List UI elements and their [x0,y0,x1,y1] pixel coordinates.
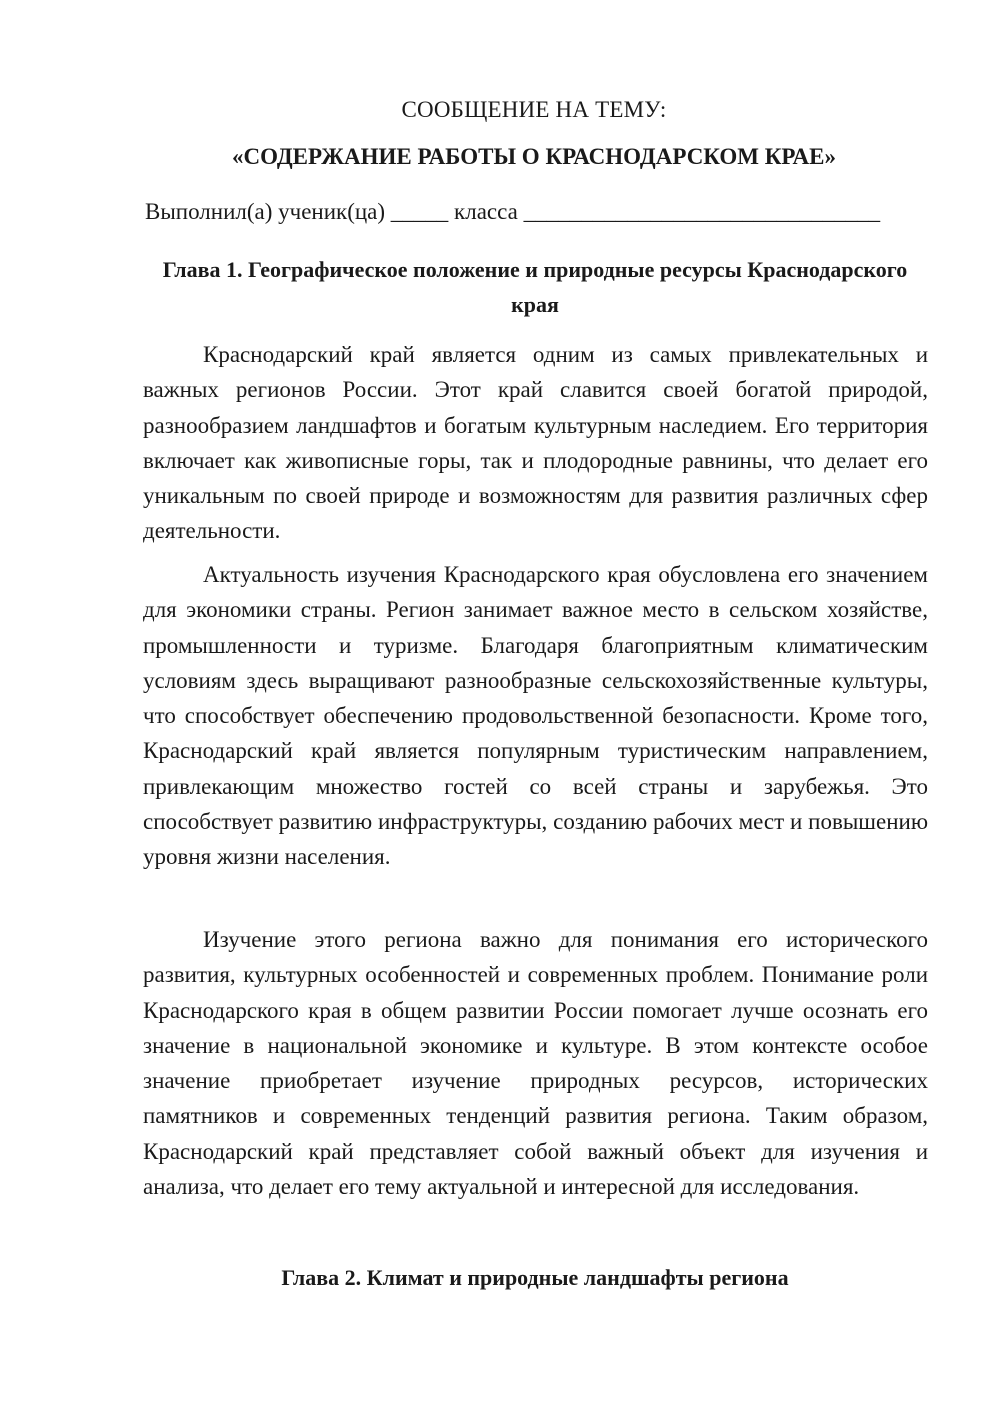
paragraph-1: Краснодарский край является одним из самых привлекательных и важных регионов России. Этот край славится своей богатой природой, разнообразием ландшафтов и богатым культурным наследием. Его территория включает как живописные горы, так и плодородные равнины, что делает его уникальным по своей природе и возможностям для развития различных сфер деятельности. [143,342,928,544]
document-title-line2: «СОДЕРЖАНИЕ РАБОТЫ О КРАСНОДАРСКОМ КРАЕ» [231,144,836,169]
paragraph-2: Актуальность изучения Краснодарского края обусловлена его значением для экономики страны. Регион занимает важное место в сельском хозяйстве, промышленности и туризме. Благодаря благоприятным климатическим условиям здесь выращивают разнообразные сельскохозяйственные культуры, что способствует обеспечению продовольственной безопасности. Кроме того, Краснодарский край является популярным туристическим направлением, привлекающим множество гостей со всей страны и зарубежья. Это способствует развитию инфраструктуры, созданию рабочих мест и повышению уровня жизни населения. [143,562,928,870]
author-line: Выполнил(а) ученик(ца) _____ класса _______________________________ [145,199,881,224]
paragraph-3: Изучение этого региона важно для понимания его исторического развития, культурных особенностей и современных проблем. Понимание роли Краснодарского края в общем развитии России помогает лучше осознать его значение в национальной экономике и культуре. В этом контексте особое значение приобретает изучение природных ресурсов, исторических памятников и современных тенденций развития региона. Таким образом, Краснодарский край представляет собой важный объект для изучения и анализа, что делает его тему актуальной и интересной для исследования. [143,927,928,1200]
chapter2-heading: Глава 2. Климат и природные ландшафты региона [281,1265,789,1290]
document-title-line1: СООБЩЕНИЕ НА ТЕМУ: [401,97,667,122]
chapter1-heading: Глава 1. Географическое положение и природные ресурсы Краснодарского края [162,257,908,317]
